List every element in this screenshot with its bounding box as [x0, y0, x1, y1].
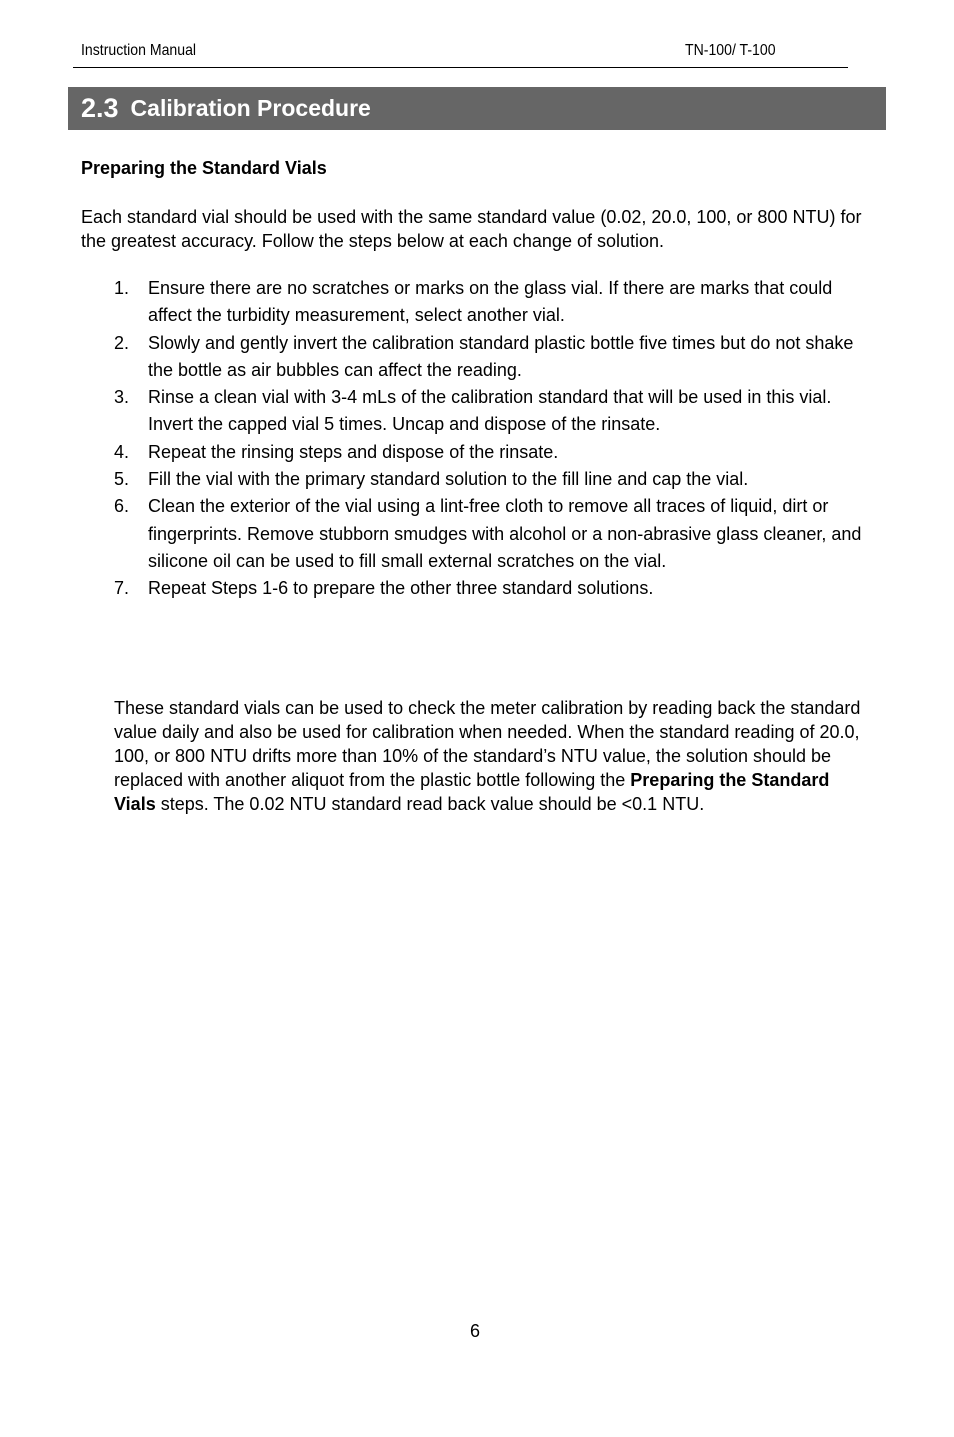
step-number: 3. — [114, 387, 130, 408]
closing-text-start: These standard vials can be used to check the meter calibration by reading back the standard value daily and also be used for calibration when needed. When the standard reading of 20.0, 100, or 800 NTU drifts more than 10% of the standard’s NTU value, the solution should be replaced with another aliquot from the plastic bottle following the — [114, 698, 861, 790]
step-number: 1. — [114, 278, 130, 298]
list-item — [114, 330, 879, 385]
subheading: Preparing the Standard Vials — [81, 158, 327, 178]
section-title: Calibration Procedure — [130, 95, 371, 121]
section-heading-bar — [68, 87, 886, 130]
closing-paragraph — [114, 696, 864, 816]
step-text: Repeat Steps 1-6 to prepare the other three standard solutions. — [148, 578, 654, 599]
steps-list — [114, 275, 879, 603]
step-text: Fill the vial with the primary standard solution to the fill line and cap the vial. — [148, 469, 749, 490]
list-item — [114, 439, 879, 466]
step-text: Repeat the rinsing steps and dispose of the rinsate. — [148, 441, 559, 462]
step-number: 7. — [114, 578, 130, 599]
list-item — [114, 275, 879, 330]
list-item — [114, 575, 879, 602]
step-number: 6. — [114, 496, 130, 517]
step-number: 5. — [114, 469, 130, 490]
step-text: Ensure there are no scratches or marks on the glass vial. If there are marks that could affect the turbidity measurement, select another vial. — [148, 278, 833, 326]
running-header-model: TN-100/ T-100 — [685, 42, 776, 59]
list-item — [114, 466, 879, 493]
header-divider — [73, 67, 848, 68]
step-text: Clean the exterior of the vial using a lint-free cloth to remove all traces of liquid, dirt or fingerprints. Remove stubborn smudges with alcohol or a non-abrasive glass cleaner, and silicone oil can be used to fill small external scratches on the vial. — [148, 496, 862, 571]
page-number: 6 — [470, 1321, 481, 1341]
step-text: Rinse a clean vial with 3-4 mLs of the calibration standard that will be used in this vial. Invert the capped vial 5 times. Uncap and dispose of the rinsate. — [148, 387, 832, 435]
step-number: 2. — [114, 332, 130, 353]
section-number: 2.3 — [81, 93, 119, 123]
list-item — [114, 493, 879, 575]
step-number: 4. — [114, 441, 130, 462]
list-item — [114, 384, 879, 439]
intro-paragraph: Each standard vial should be used with the same standard value (0.02, 20.0, 100, or 800 NTU) for the greatest accuracy. Follow the steps below at each change of solution. — [81, 207, 862, 251]
step-text: Slowly and gently invert the calibration standard plastic bottle five times but do not shake the bottle as air bubbles can affect the reading. — [148, 332, 854, 380]
closing-emphasis: Preparing the Standard Vials — [114, 770, 830, 814]
running-header-title: Instruction Manual — [81, 42, 197, 59]
closing-text-end: steps. The 0.02 NTU standard read back value should be <0.1 NTU. — [155, 794, 705, 814]
